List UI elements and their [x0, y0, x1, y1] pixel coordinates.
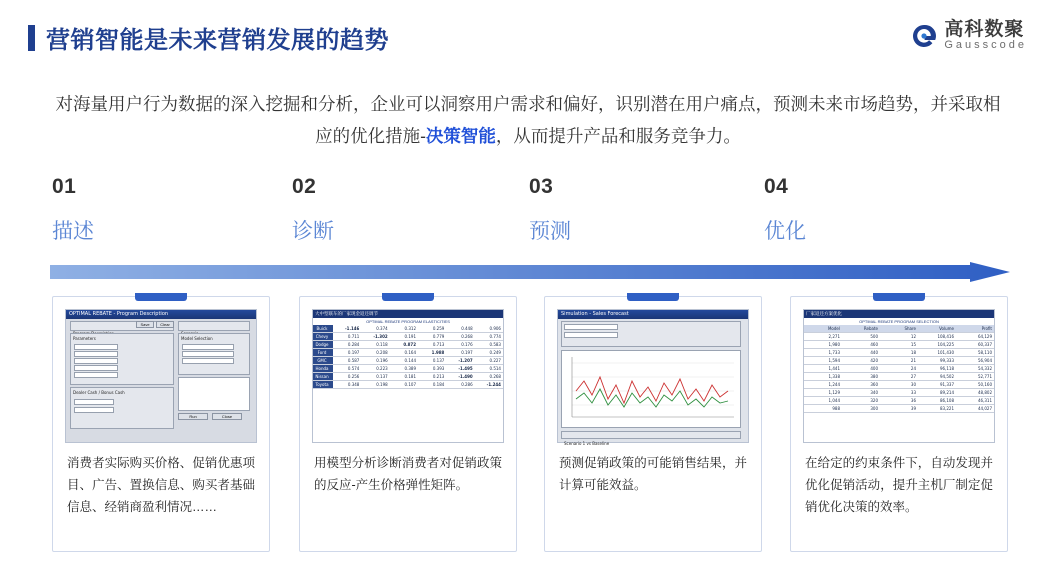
- thumb-table-subtitle: OPTIMAL REBATE PROGRAM ELASTICITIES: [366, 319, 450, 324]
- step-label: 诊断: [292, 220, 334, 243]
- thumb-table-rows: Buick -1.146 0.374 0.312 0.259 0.448 0.906 Chevy 0.711 -1.302 0.191 0.779 0.268 0.774 Dodge 0.284 0.118 0.872 0.713 0.176 0.583 Ford 0.197 0.208 0.164 1.988 0.197 0.249 GMC 0.587 0.196 0.144 0.137 -1.207 0.227 Honda 0.574 0.223 0.389 0.393 -1.495 0.514 Nissan 0.256 0.137 0.181 0.213 -1.490 0.268 Toyota 0.348 0.198 0.107 0.184 0.286 -1.244: [313, 325, 503, 389]
- step-02: [292, 175, 522, 245]
- card-text: 消费者实际购买价格、促销优惠项目、广告、置换信息、购买者基础信息、经销商盈利情况……: [67, 456, 255, 514]
- step-04: [764, 175, 994, 245]
- card-optimize[interactable]: [790, 296, 1008, 552]
- step-01: [52, 175, 282, 245]
- card-predict[interactable]: [544, 296, 762, 552]
- screenshot-thumbnail-form: OPTIMAL REBATE - Program Description Parameters Dealer Cash / Bonus Cash Model Selection Run Close Save Clear: [65, 309, 257, 443]
- step-number: 03: [529, 175, 554, 198]
- card-tab: [135, 293, 187, 301]
- step-number: 04: [764, 175, 789, 198]
- progress-arrow: [50, 262, 1010, 284]
- step-label: 描述: [52, 220, 94, 243]
- card-diagnose[interactable]: [299, 296, 517, 552]
- thumb-table-subtitle: OPTIMAL REBATE PROGRAM SELECTION: [859, 319, 939, 324]
- gausscode-logo-icon: [911, 23, 937, 49]
- paragraph-part-1: 对海量用户行为数据的深入挖掘和分析，企业可以洞察用户需求和偏好，识别潜在用户痛点，预测未来市场趋势，并采取相应的优化措施-: [55, 94, 1001, 147]
- step-03: [529, 175, 759, 245]
- page-title: [28, 20, 389, 55]
- logo-text-en: Gausscode: [944, 38, 1027, 51]
- screenshot-thumbnail-optimization-table: [803, 309, 995, 443]
- title-accent-bar: [28, 25, 35, 51]
- screenshot-thumbnail-forecast-chart: Simulation - Sales Forecast Scenario 1 vs Baseline: [557, 309, 749, 443]
- screenshot-thumbnail-elasticity-table: [312, 309, 504, 443]
- card-text: 在给定的约束条件下，自动发现并优化促销活动，提升主机厂制定促销优化决策的效率。: [805, 456, 993, 514]
- thumb-table-rows: Model Rebate Share Volume Profit 2,271 500 12 108,416 64,129 1,980 460 15 104,225 60,337 1,733 440 18 101,430 58,110 1,594 420 21 99,333 56,904 1,441 400 24 96,118 54,332 1,338 380 27 94,502 52,771 1,244 360 30 91,337 50,160 1,129 340 33 89,214 48,802 1,044 320 36 86,108 46,311 988 300 39 83,221 44,027: [804, 325, 994, 413]
- brand-logo: [911, 20, 1027, 51]
- step-label: 优化: [764, 220, 806, 243]
- step-label: 预测: [529, 220, 571, 243]
- card-tab: [382, 293, 434, 301]
- card-tab: [627, 293, 679, 301]
- card-row: [52, 296, 1012, 552]
- step-number: 01: [52, 175, 77, 198]
- card-text: 预测促销政策的可能销售结果，并计算可能效益。: [559, 456, 747, 492]
- card-text: 用模型分析诊断消费者对促销政策的反应-产生价格弹性矩阵。: [314, 456, 502, 492]
- paragraph-highlight: 决策智能: [425, 126, 496, 147]
- card-tab: [873, 293, 925, 301]
- intro-paragraph: [52, 88, 1004, 153]
- step-number: 02: [292, 175, 317, 198]
- card-describe[interactable]: [52, 296, 270, 552]
- title-text: 营销智能是未来营销发展的趋势: [46, 27, 389, 54]
- thumb-table-title: 大中型联车的厂家现金返还调节: [313, 310, 503, 318]
- thumb-window-title: OPTIMAL REBATE - Program Description: [66, 310, 256, 319]
- thumb-table-title: 厂家返还方案优化: [804, 310, 994, 318]
- paragraph-part-2: ，从而提升产品和服务竞争力。: [495, 126, 741, 147]
- thumb-window-title: Simulation - Sales Forecast: [558, 310, 748, 319]
- logo-text-cn: 高科数聚: [944, 19, 1025, 40]
